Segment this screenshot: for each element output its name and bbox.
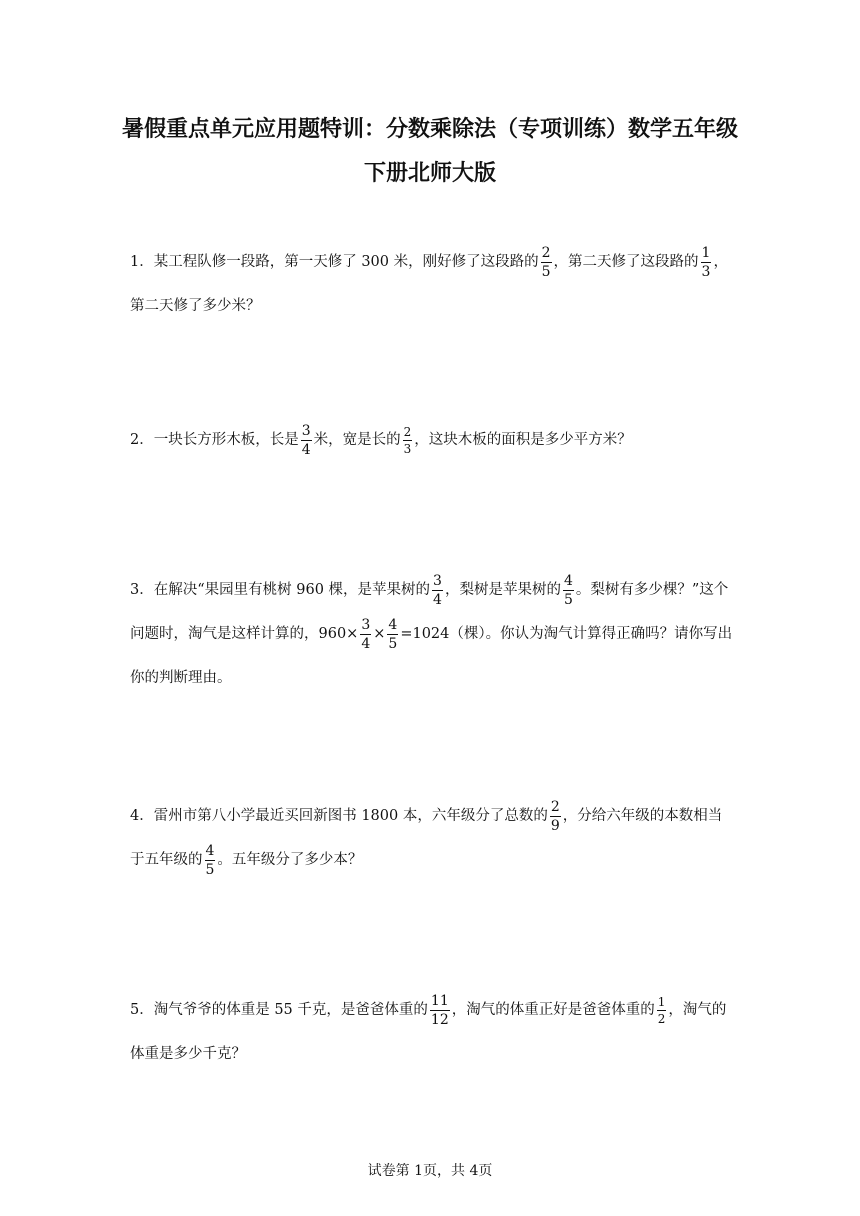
fraction-numerator: 1 [657,994,666,1009]
fraction-denominator: 3 [403,441,412,456]
fraction [301,424,312,457]
question-text: ，淘气的体重正好是爸爸体重的 [451,1002,655,1018]
formula-text: =1024 [400,626,450,642]
fraction-numerator: 2 [550,798,560,815]
question-text: ，分给六年级的本数相当于五年级的 [130,808,723,868]
question-text: （棵）。你认为淘气计算得正确吗？请你写出你的判断理由。 [130,626,733,686]
fraction-denominator: 3 [701,263,711,280]
fraction-denominator: 12 [430,1011,449,1028]
question-text: 4．雷州市第八小学最近买回新图书 1800 本，六年级分了总数的 [130,808,548,824]
question-text: ，淘气的体重是多少千克？ [130,1002,727,1062]
formula-text: 960× [318,626,359,642]
question-5 [130,988,736,1076]
fraction-denominator: 4 [361,635,371,652]
fraction-numerator: 2 [403,424,412,439]
question-text: 3．在解决“果园里有桃树 960 棵，是苹果树的 [130,582,431,598]
fraction-numerator: 4 [563,572,573,589]
fraction [541,246,552,279]
fraction-denominator: 4 [433,591,442,608]
fraction-denominator: 4 [301,441,311,458]
fraction-denominator: 5 [388,635,398,652]
question-text: ，第二天修了这段路的 [553,254,699,270]
fraction [701,246,712,279]
fraction-numerator: 3 [301,422,311,439]
question-text: 2．一块长方形木板，长是 [130,432,299,448]
fraction-denominator: 5 [541,263,551,280]
fraction-numerator: 4 [205,842,215,859]
fraction [657,996,667,1025]
fraction [360,618,371,651]
fraction [430,994,450,1027]
fraction-numerator: 4 [388,616,398,633]
question-text: ，这块木板的面积是多少平方米？ [414,432,632,448]
fraction [563,574,574,607]
page-title-line-1: 暑假重点单元应用题特训：分数乘除法（专项训练）数学五年级 [121,117,738,142]
fraction-numerator: 3 [433,572,442,589]
question-text: ，梨树是苹果树的 [444,582,561,598]
formula-text: × [373,626,386,642]
question-text: 1．某工程队修一段路，第一天修了 300 米，刚好修了这段路的 [130,254,539,270]
fraction-denominator: 2 [657,1011,666,1026]
question-text: 5．淘气爷爷的体重是 55 千克，是爸爸体重的 [130,1002,428,1018]
fraction-numerator: 1 [701,244,711,261]
page-title-line-2: 下册北师大版 [363,161,496,186]
question-text: ，第二天修了多少米？ [130,254,728,314]
page-footer: 试卷第 1页，共 4页 [367,1163,493,1179]
fraction [387,618,398,651]
fraction [432,574,443,607]
question-text: 米，宽是长的 [313,432,401,448]
fraction-numerator: 11 [430,992,449,1009]
question-4 [130,794,736,882]
fraction [205,844,216,877]
question-1 [130,240,736,328]
fraction-numerator: 2 [541,244,551,261]
question-3 [130,568,736,700]
question-text: 。梨树有多少棵？”这个问题时，淘气是这样计算的， [130,582,729,642]
question-text: 。五年级分了多少本？ [217,852,363,868]
fraction-numerator: 3 [361,616,371,633]
fraction [403,426,413,455]
fraction-denominator: 5 [563,591,573,608]
question-2 [130,418,736,462]
fraction-denominator: 5 [205,861,215,878]
fraction-denominator: 9 [550,817,560,834]
fraction [550,800,561,833]
